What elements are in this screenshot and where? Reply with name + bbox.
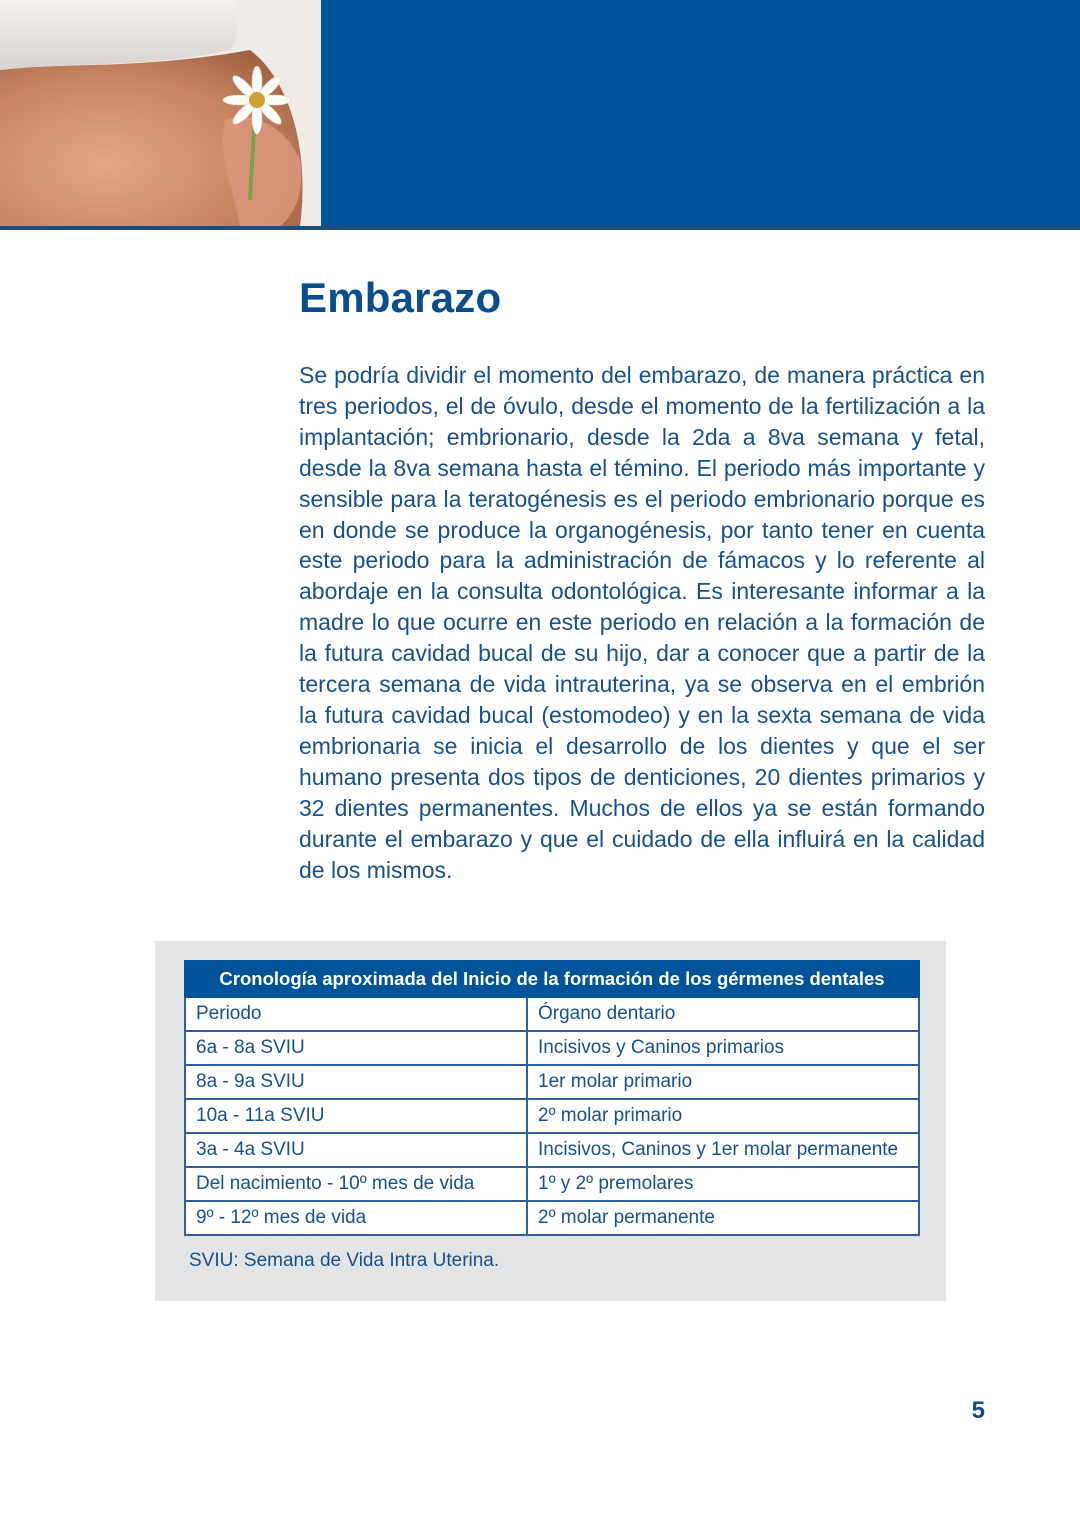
- table-row: [185, 1201, 919, 1235]
- table-row: [185, 1031, 919, 1065]
- table-cell-organo: 2º molar primario: [527, 1099, 919, 1133]
- header-photo: [0, 0, 321, 226]
- header-band: [321, 0, 1080, 226]
- chronology-table: [184, 960, 920, 1236]
- table-cell-periodo: 10a - 11a SVIU: [185, 1099, 527, 1133]
- column-header-periodo: Periodo: [185, 997, 527, 1031]
- table-cell-periodo: 6a - 8a SVIU: [185, 1031, 527, 1065]
- table-cell-periodo: 9º - 12º mes de vida: [185, 1201, 527, 1235]
- table-caption-row: [185, 961, 919, 997]
- table-row: [185, 1099, 919, 1133]
- table-row: [185, 1133, 919, 1167]
- article-body: Se podría dividir el momento del embarazo, de manera práctica en tres periodos, el de óvulo, desde el momento de la fertilización a la implantación; embrionario, desde la 2da a 8va semana y fetal, desde la 8va semana hasta el témino. El periodo más importante y sensible para la teratogénesis es el periodo embrionario porque es en donde se produce la organogénesis, por tanto tener en cuenta este periodo para la administración de fámacos y lo referente al abordaje en la consulta odontológica. Es interesante informar a la madre lo que ocurre en este periodo en relación a la formación de la futura cavidad bucal de su hijo, dar a conocer que a partir de la tercera semana de vida intrauterina, ya se observa en el embrión la futura cavidad bucal (estomodeo) y en la sexta semana de vida embrionaria se inicia el desarrollo de los dientes y que el ser humano presenta dos tipos de denticiones, 20 dientes primarios y 32 dientes permanentes. Muchos de ellos ya se están formando durante el embarazo y que el cuidado de ella influirá en la calidad de los mismos.: [299, 362, 985, 883]
- table-cell-periodo: Del nacimiento - 10º mes de vida: [185, 1167, 527, 1201]
- page-number: 5: [971, 1397, 985, 1424]
- table-cell-organo: 1er molar primario: [527, 1065, 919, 1099]
- table-cell-organo: 1º y 2º premolares: [527, 1167, 919, 1201]
- table-cell-organo: Incisivos y Caninos primarios: [527, 1031, 919, 1065]
- table-row: [185, 1167, 919, 1201]
- pregnant-belly-daisy-photo-icon: [0, 0, 321, 226]
- table-row: [185, 1065, 919, 1099]
- table-caption: Cronología aproximada del Inicio de la formación de los gérmenes dentales: [185, 961, 919, 997]
- table-cell-periodo: 3a - 4a SVIU: [185, 1133, 527, 1167]
- page-title: Embarazo: [299, 274, 502, 321]
- table-header-row: [185, 997, 919, 1031]
- column-header-organo: Órgano dentario: [527, 997, 919, 1031]
- header-divider: [0, 226, 1080, 230]
- table-cell-organo: Incisivos, Caninos y 1er molar permanente: [527, 1133, 919, 1167]
- table-cell-organo: 2º molar permanente: [527, 1201, 919, 1235]
- table-footnote: SVIU: Semana de Vida Intra Uterina.: [189, 1250, 500, 1271]
- table-cell-periodo: 8a - 9a SVIU: [185, 1065, 527, 1099]
